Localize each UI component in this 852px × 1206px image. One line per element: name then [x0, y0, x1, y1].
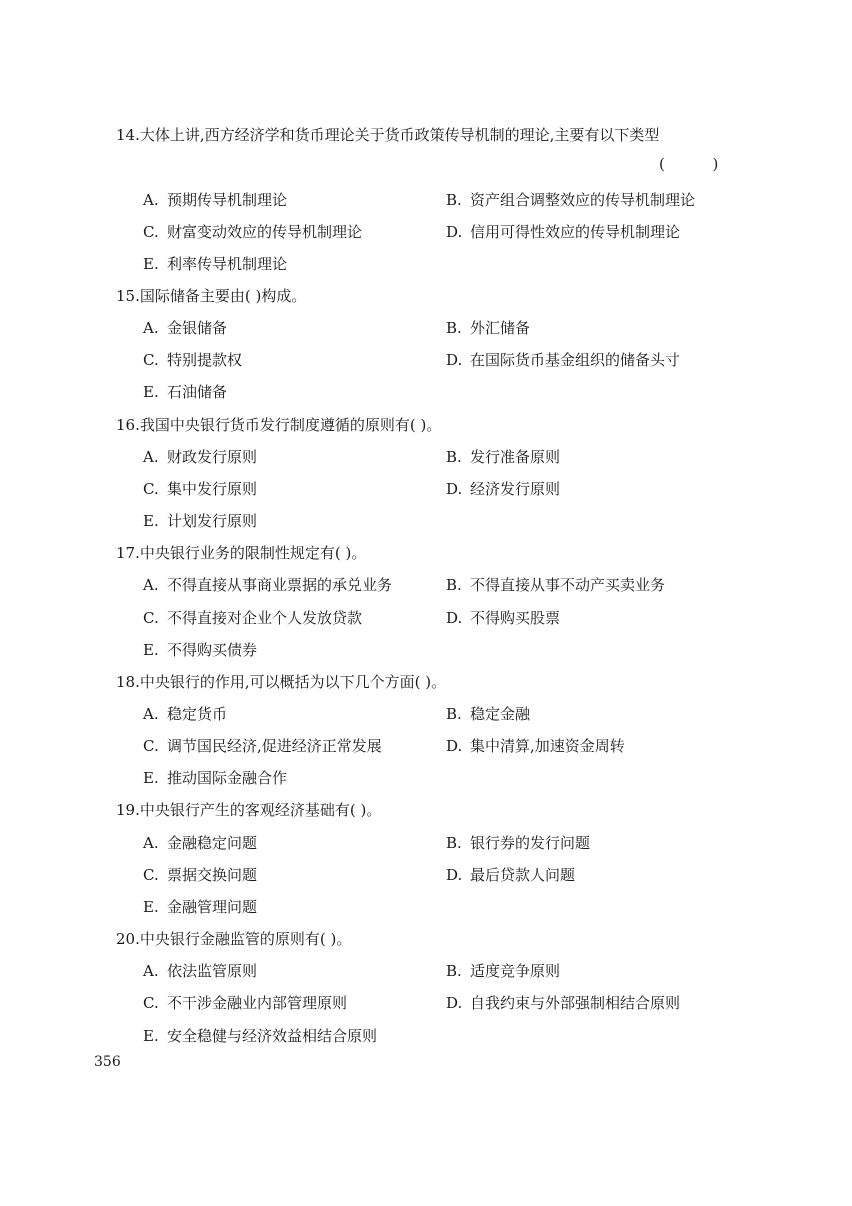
question-15-stem: 15.国际储备主要由( )构成。 [116, 287, 307, 305]
option-text: 不得购买股票 [470, 609, 561, 627]
question-14-stem: 14.大体上讲,西方经济学和货币理论关于货币政策传导机制的理论,主要有以下类型 [116, 126, 660, 144]
option-letter: A. [143, 576, 159, 594]
option-letter: E. [143, 769, 159, 787]
option-text: 调节国民经济,促进经济正常发展 [167, 737, 382, 755]
option-letter: E. [143, 383, 159, 401]
option-text: 集中发行原则 [167, 480, 258, 498]
option-letter: C. [143, 351, 159, 369]
option-text: 最后贷款人问题 [470, 866, 576, 884]
option-letter: D. [446, 994, 463, 1012]
option-letter: C. [143, 866, 159, 884]
option-text: 金银储备 [167, 319, 228, 337]
question-18-option-b [446, 705, 530, 723]
option-letter: A. [143, 705, 159, 723]
option-text: 依法监管原则 [167, 962, 258, 980]
option-letter: A. [143, 834, 159, 852]
question-19-stem: 19.中央银行产生的客观经济基础有( )。 [116, 801, 382, 819]
question-19-option-e [143, 898, 257, 916]
option-letter: B. [446, 448, 462, 466]
question-18-option-e [143, 769, 287, 787]
option-text: 财政发行原则 [167, 448, 258, 466]
question-18-option-a [143, 705, 227, 723]
option-letter: A. [143, 191, 159, 209]
option-letter: D. [446, 866, 463, 884]
question-14-answer-blank: ( ) [659, 155, 719, 173]
question-16-option-a [143, 448, 257, 466]
question-20-stem: 20.中央银行金融监管的原则有( )。 [116, 930, 352, 948]
option-text: 票据交换问题 [167, 866, 258, 884]
option-letter: E. [143, 641, 159, 659]
question-15-option-c [143, 351, 242, 369]
option-text: 发行准备原则 [470, 448, 561, 466]
option-letter: C. [143, 737, 159, 755]
option-text: 预期传导机制理论 [167, 191, 288, 209]
option-text: 不干涉金融业内部管理原则 [167, 994, 348, 1012]
question-19-option-a [143, 834, 257, 852]
option-text: 金融管理问题 [167, 898, 258, 916]
option-letter: B. [446, 191, 462, 209]
option-letter: D. [446, 737, 463, 755]
question-17-option-c [143, 609, 362, 627]
option-text: 稳定货币 [167, 705, 228, 723]
question-15-option-a [143, 319, 227, 337]
option-text: 不得直接从事商业票据的承兑业务 [167, 576, 393, 594]
option-letter: C. [143, 480, 159, 498]
option-text: 信用可得性效应的传导机制理论 [470, 223, 681, 241]
question-17-option-a [143, 576, 392, 594]
option-text: 在国际货币基金组织的储备头寸 [470, 351, 681, 369]
option-text: 不得直接从事不动产买卖业务 [470, 576, 666, 594]
question-20-option-c [143, 994, 347, 1012]
option-text: 外汇储备 [470, 319, 531, 337]
question-18-option-c [143, 737, 382, 755]
option-text: 财富变动效应的传导机制理论 [167, 223, 363, 241]
option-letter: E. [143, 255, 159, 273]
option-letter: D. [446, 351, 463, 369]
option-letter: B. [446, 962, 462, 980]
question-19-option-d [446, 866, 575, 884]
question-16-option-c [143, 480, 257, 498]
option-letter: C. [143, 223, 159, 241]
option-text: 不得购买债券 [167, 641, 258, 659]
option-text: 自我约束与外部强制相结合原则 [470, 994, 681, 1012]
option-letter: B. [446, 319, 462, 337]
question-15-option-e [143, 383, 227, 401]
option-text: 安全稳健与经济效益相结合原则 [167, 1027, 378, 1045]
option-text: 利率传导机制理论 [167, 255, 288, 273]
option-letter: D. [446, 480, 463, 498]
option-letter: E. [143, 512, 159, 530]
question-20-option-b [446, 962, 560, 980]
question-17-option-d [446, 609, 560, 627]
option-letter: A. [143, 319, 159, 337]
question-17-option-e [143, 641, 257, 659]
option-letter: C. [143, 994, 159, 1012]
option-text: 银行券的发行问题 [470, 834, 591, 852]
question-16-option-d [446, 480, 560, 498]
option-letter: B. [446, 705, 462, 723]
option-text: 石油储备 [167, 383, 228, 401]
option-text: 稳定金融 [470, 705, 531, 723]
question-18-option-d [446, 737, 625, 755]
option-text: 特别提款权 [167, 351, 243, 369]
option-text: 适度竞争原则 [470, 962, 561, 980]
option-text: 集中清算,加速资金周转 [470, 737, 625, 755]
option-text: 经济发行原则 [470, 480, 561, 498]
question-17-stem: 17.中央银行业务的限制性规定有( )。 [116, 544, 367, 562]
question-16-option-b [446, 448, 560, 466]
question-16-stem: 16.我国中央银行货币发行制度遵循的原则有( )。 [116, 416, 442, 434]
option-text: 计划发行原则 [167, 512, 258, 530]
option-letter: B. [446, 576, 462, 594]
question-20-option-e [143, 1027, 377, 1045]
question-19-option-b [446, 834, 590, 852]
option-text: 金融稳定问题 [167, 834, 258, 852]
option-text: 推动国际金融合作 [167, 769, 288, 787]
question-19-option-c [143, 866, 257, 884]
question-20-option-d [446, 994, 680, 1012]
page-number: 356 [94, 1054, 121, 1070]
question-14-option-d [446, 223, 680, 241]
option-letter: E. [143, 898, 159, 916]
option-letter: A. [143, 962, 159, 980]
option-text: 资产组合调整效应的传导机制理论 [470, 191, 696, 209]
option-letter: D. [446, 223, 463, 241]
option-letter: E. [143, 1027, 159, 1045]
question-14-option-a [143, 191, 287, 209]
option-text: 不得直接对企业个人发放贷款 [167, 609, 363, 627]
option-letter: D. [446, 609, 463, 627]
question-20-option-a [143, 962, 257, 980]
option-letter: B. [446, 834, 462, 852]
question-14-option-b [446, 191, 695, 209]
option-letter: A. [143, 448, 159, 466]
question-15-option-b [446, 319, 530, 337]
question-18-stem: 18.中央银行的作用,可以概括为以下几个方面( )。 [116, 673, 447, 691]
question-15-option-d [446, 351, 680, 369]
question-17-option-b [446, 576, 665, 594]
question-14-option-c [143, 223, 362, 241]
question-14-option-e [143, 255, 287, 273]
question-16-option-e [143, 512, 257, 530]
option-letter: C. [143, 609, 159, 627]
